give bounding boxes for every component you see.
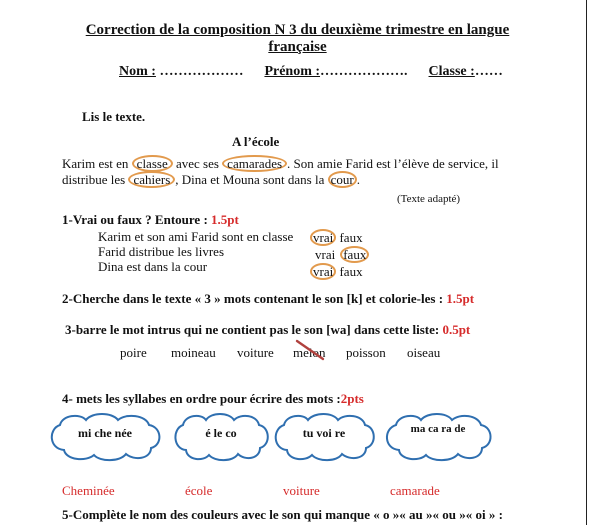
q1-statements [98,229,293,274]
text-segment: avec ses [172,156,223,171]
q3-word: oiseau [407,345,441,360]
cloud-shape [271,411,377,463]
text-segment: . Son amie Farid est l’élève de service, il [287,156,499,171]
q1-points: 1.5pt [211,212,239,227]
cloud-shape [382,411,494,463]
cloud-text: mi che née [78,426,132,440]
reading-line-2 [62,171,360,188]
q5-heading: 5-Complète le nom des couleurs avec le son qui manque « o »« au »« ou »« oi » : [62,507,503,522]
q3-word: moineau [171,345,216,360]
prenom-label: Prénom : [264,64,321,79]
text-segment: Karim est en [62,156,132,171]
q3-word: poire [120,345,147,360]
reading-instruction: Lis le texte. [82,109,146,124]
nom-label: Nom : [119,64,156,79]
q1-row-2 [310,246,369,263]
q3-word-crossed[interactable]: melon [293,345,326,360]
q3-points: 0.5pt [442,322,471,337]
q3-word: poisson [346,345,386,360]
cloud-shape [46,411,164,463]
faux-option[interactable]: faux [340,246,369,263]
classe-dots[interactable]: …… [474,64,503,79]
answer-word: Cheminée [62,483,115,498]
prenom-dots[interactable]: ………………. [320,64,408,79]
faux-option[interactable]: faux [339,230,363,245]
circled-word-cour: cour [328,171,357,188]
q1-statement: Karim et son ami Farid sont en classe [98,229,294,244]
vrai-option[interactable]: vrai [315,247,336,262]
cloud-shape [171,411,271,463]
answer-word: camarade [390,483,440,498]
q3-label: 3-barre le mot intrus qui ne contient pas le son [wa] dans cette liste: [65,322,443,337]
text-segment: , Dina et Mouna sont dans la [175,172,328,187]
source-note: (Texte adapté) [397,193,461,205]
page-title-line2: française [268,39,327,55]
q4-heading [62,391,364,407]
q1-answers [310,229,369,280]
nom-dots[interactable]: ……………… [155,64,244,79]
answer-word: voiture [283,483,320,498]
cloud-text: ma ca ra de [410,423,466,435]
page-title-line1: Correction de la composition N 3 du deuxième trimestre en langue [85,22,510,38]
q1-row-3 [310,263,369,280]
text-title: A l’école [232,134,280,149]
text-segment: distribue les [62,172,129,187]
q1-statement: Farid distribue les livres [98,244,225,259]
identity-row [119,64,503,80]
faux-option[interactable]: faux [339,264,363,279]
q1-row-1 [310,229,369,246]
q2-heading [62,291,474,307]
q2-label: 2-Cherche dans le texte « 3 » mots contenant le son [k] et colorie-les : [62,291,447,306]
circled-word-cahiers: cahiers [128,171,175,188]
q1-label: 1-Vrai ou faux ? Entoure : [62,212,212,227]
q3-word: voiture [237,345,274,360]
q2-points: 1.5pt [446,291,475,306]
reading-line-1 [62,155,499,172]
answer-word: école [185,483,213,498]
q1-heading [62,212,239,228]
cross-out-stroke [295,338,327,362]
cloud-outline [382,411,494,463]
q4-points: 2pts [340,391,364,406]
circled-word-classe: classe [132,155,173,172]
classe-label: Classe : [428,64,475,79]
q3-heading [65,322,470,338]
circled-word-camarades: camarades [222,155,287,172]
q4-label: 4- mets les syllabes en ordre pour écrire des mots : [62,391,341,406]
text-segment: . [356,172,360,187]
q1-statement: Dina est dans la cour [98,259,208,274]
cloud-text: é le co [205,426,237,440]
vrai-option[interactable]: vrai [310,263,336,280]
vrai-option[interactable]: vrai [310,229,336,246]
cloud-text: tu voi re [302,426,346,440]
page-edge-line [586,0,587,525]
